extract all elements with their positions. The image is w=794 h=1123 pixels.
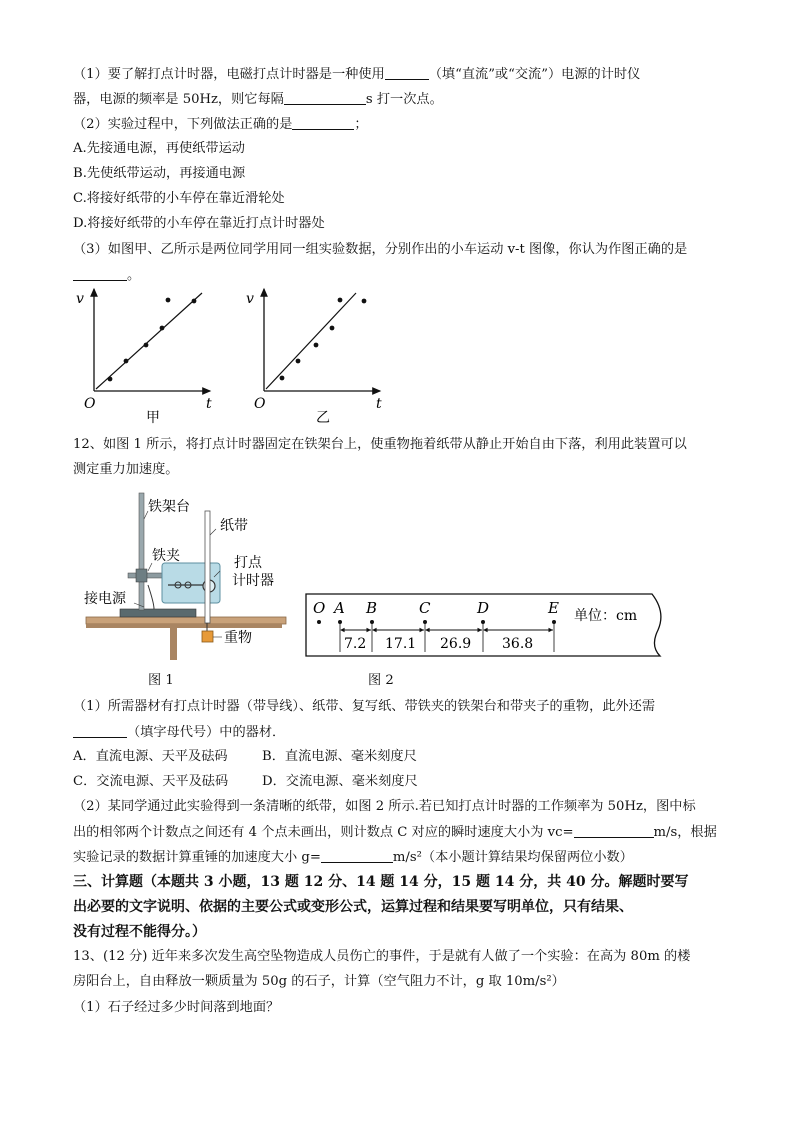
unit-label: 单位：cm bbox=[574, 608, 638, 624]
answer-blank[interactable] bbox=[73, 268, 127, 281]
distance-ab: 7.2 bbox=[344, 636, 367, 652]
point-label-b: B bbox=[366, 599, 378, 617]
answer-blank[interactable] bbox=[284, 92, 366, 105]
graph-caption: 甲 bbox=[146, 410, 160, 426]
answer-blank[interactable] bbox=[574, 825, 654, 838]
q12-option-b: B．直流电源、毫米刻度尺 bbox=[262, 749, 417, 764]
distance-de: 36.8 bbox=[502, 636, 534, 652]
q12-part2-line2: 出的相邻两个计数点之间还有 4 个点未画出，则计数点 C 对应的瞬时速度大小为 vc= m/s，根据 bbox=[73, 825, 717, 840]
q13-line1: 13、(12 分) 近年来多次发生高空坠物造成人员伤亡的事件，于是就有人做了一个实验：在高为 80m 的楼 bbox=[73, 949, 691, 964]
tape-dot-o bbox=[317, 620, 321, 624]
vt-graphs bbox=[70, 283, 410, 428]
answer-blank[interactable] bbox=[321, 850, 393, 863]
label-power: 接电源 bbox=[84, 591, 126, 607]
q12-part2-line1: （2）某同学通过此实验得到一条清晰的纸带，如图 2 所示.若已知打点计时器的工作频率为 50Hz，图中标 bbox=[73, 799, 696, 814]
q12-option-c: C．交流电源、天平及砝码 bbox=[73, 774, 229, 789]
point-label-o: O bbox=[313, 599, 326, 617]
fit-line bbox=[266, 293, 356, 389]
label-tape: 纸带 bbox=[220, 518, 248, 534]
data-point bbox=[144, 343, 149, 348]
data-point bbox=[330, 326, 335, 331]
data-point bbox=[362, 299, 367, 304]
distance-bc: 17.1 bbox=[385, 636, 417, 652]
q11-option-a: A.先接通电源，再使纸带运动 bbox=[73, 141, 245, 156]
q13-line2: 房阳台上，自由释放一颗质量为 50g 的石子，计算（空气阻力不计，g 取 10m/s²） bbox=[73, 974, 565, 989]
origin-label: O bbox=[254, 396, 266, 412]
leader-line bbox=[210, 529, 216, 535]
point-label-d: D bbox=[477, 599, 490, 617]
paper-tape bbox=[205, 511, 210, 623]
label-clamp: 铁夹 bbox=[152, 548, 180, 564]
section-3-line3: 没有过程不能得分。） bbox=[73, 924, 206, 940]
power-wire bbox=[148, 585, 154, 609]
section-3-line2: 出必要的文字说明、依据的主要公式或变形公式，运算过程和结果要写明单位，只有结果、 bbox=[73, 899, 633, 915]
t-label: t bbox=[376, 396, 382, 412]
point-label-a: A bbox=[334, 599, 345, 617]
stand-rod bbox=[139, 493, 144, 610]
answer-blank[interactable] bbox=[292, 117, 354, 130]
q12-option-d: D．交流电源、毫米刻度尺 bbox=[262, 774, 418, 789]
q12-intro-line2: 测定重力加速度。 bbox=[73, 462, 179, 477]
q12-part1-line2: （填字母代号）中的器材． bbox=[73, 725, 285, 739]
q11-part2: （2）实验过程中，下列做法正确的是 ； bbox=[73, 117, 368, 132]
fit-line bbox=[96, 293, 202, 389]
data-point bbox=[166, 298, 171, 303]
graph-caption: 乙 bbox=[316, 410, 330, 426]
v-label: v bbox=[246, 291, 254, 307]
data-point bbox=[296, 359, 301, 364]
table-top bbox=[86, 617, 286, 624]
table-leg bbox=[170, 628, 177, 660]
label-weight: 重物 bbox=[224, 630, 252, 646]
data-point bbox=[192, 299, 197, 304]
answer-blank[interactable] bbox=[385, 67, 429, 80]
q11-part1-line1: （1）要了解打点计时器，电磁打点计时器是一种使用 （填“直流”或“交流”）电源的计时仪 bbox=[73, 67, 641, 82]
distance-cd: 26.9 bbox=[440, 636, 472, 652]
weight-block bbox=[202, 631, 213, 642]
leader-line bbox=[148, 563, 152, 571]
data-point bbox=[314, 343, 319, 348]
data-point bbox=[338, 298, 343, 303]
label-timer-2: 计时器 bbox=[232, 573, 274, 589]
q11-option-b: B.先使纸带运动，再接通电源 bbox=[73, 166, 246, 181]
q13-sub1: （1）石子经过多少时间落到地面？ bbox=[73, 1000, 280, 1015]
section-3-line1: 三、计算题（本题共 3 小题，13 题 12 分、14 题 14 分，15 题 14 分，共 40 分。解题时要写 bbox=[73, 874, 689, 890]
stand-base bbox=[120, 609, 196, 617]
data-point bbox=[124, 359, 129, 364]
t-label: t bbox=[206, 396, 212, 412]
figure-2-caption: 图 2 bbox=[368, 673, 394, 688]
clamp-boss bbox=[136, 569, 147, 582]
data-point bbox=[280, 376, 285, 381]
data-point bbox=[108, 377, 113, 382]
figure-1-apparatus bbox=[82, 485, 292, 660]
data-point bbox=[160, 326, 165, 331]
q11-option-d: D.将接好纸带的小车停在靠近打点计时器处 bbox=[73, 216, 325, 231]
point-label-c: C bbox=[419, 599, 431, 617]
figure-1-caption: 图 1 bbox=[148, 673, 174, 688]
graph-yi bbox=[246, 289, 382, 426]
q12-part2-line3: 实验记录的数据计算重锤的加速度大小 g= m/s²（本小题计算结果均保留两位小数） bbox=[73, 850, 633, 865]
figure-2-tape bbox=[300, 590, 670, 662]
table-edge bbox=[86, 624, 282, 628]
q12-option-a: A．直流电源、天平及砝码 bbox=[73, 749, 228, 764]
point-label-e: E bbox=[548, 599, 559, 617]
v-label: v bbox=[76, 291, 84, 307]
q11-option-c: C.将接好纸带的小车停在靠近滑轮处 bbox=[73, 191, 285, 206]
q12-intro-line1: 12、如图 1 所示，将打点计时器固定在铁架台上，使重物拖着纸带从静止开始自由下落，利用此装置可以 bbox=[73, 437, 687, 452]
q11-part1-line2: 器，电源的频率是 50Hz，则它每隔 s 打一次点。 bbox=[73, 92, 443, 107]
q12-part1-line1: （1）所需器材有打点计时器（带导线）、纸带、复写纸、带铁夹的铁架台和带夹子的重物，此外还需 bbox=[73, 699, 656, 714]
origin-label: O bbox=[84, 396, 96, 412]
label-stand: 铁架台 bbox=[148, 499, 190, 515]
answer-blank[interactable] bbox=[73, 725, 127, 738]
q11-part3: （3）如图甲、乙所示是两位同学用同一组实验数据，分别作出的小车运动 v-t 图像，你认为作图正确的是 bbox=[73, 242, 688, 257]
q11-part3-answer: 。 bbox=[73, 268, 140, 282]
label-timer-1: 打点 bbox=[234, 555, 262, 571]
graph-jia bbox=[76, 289, 212, 426]
